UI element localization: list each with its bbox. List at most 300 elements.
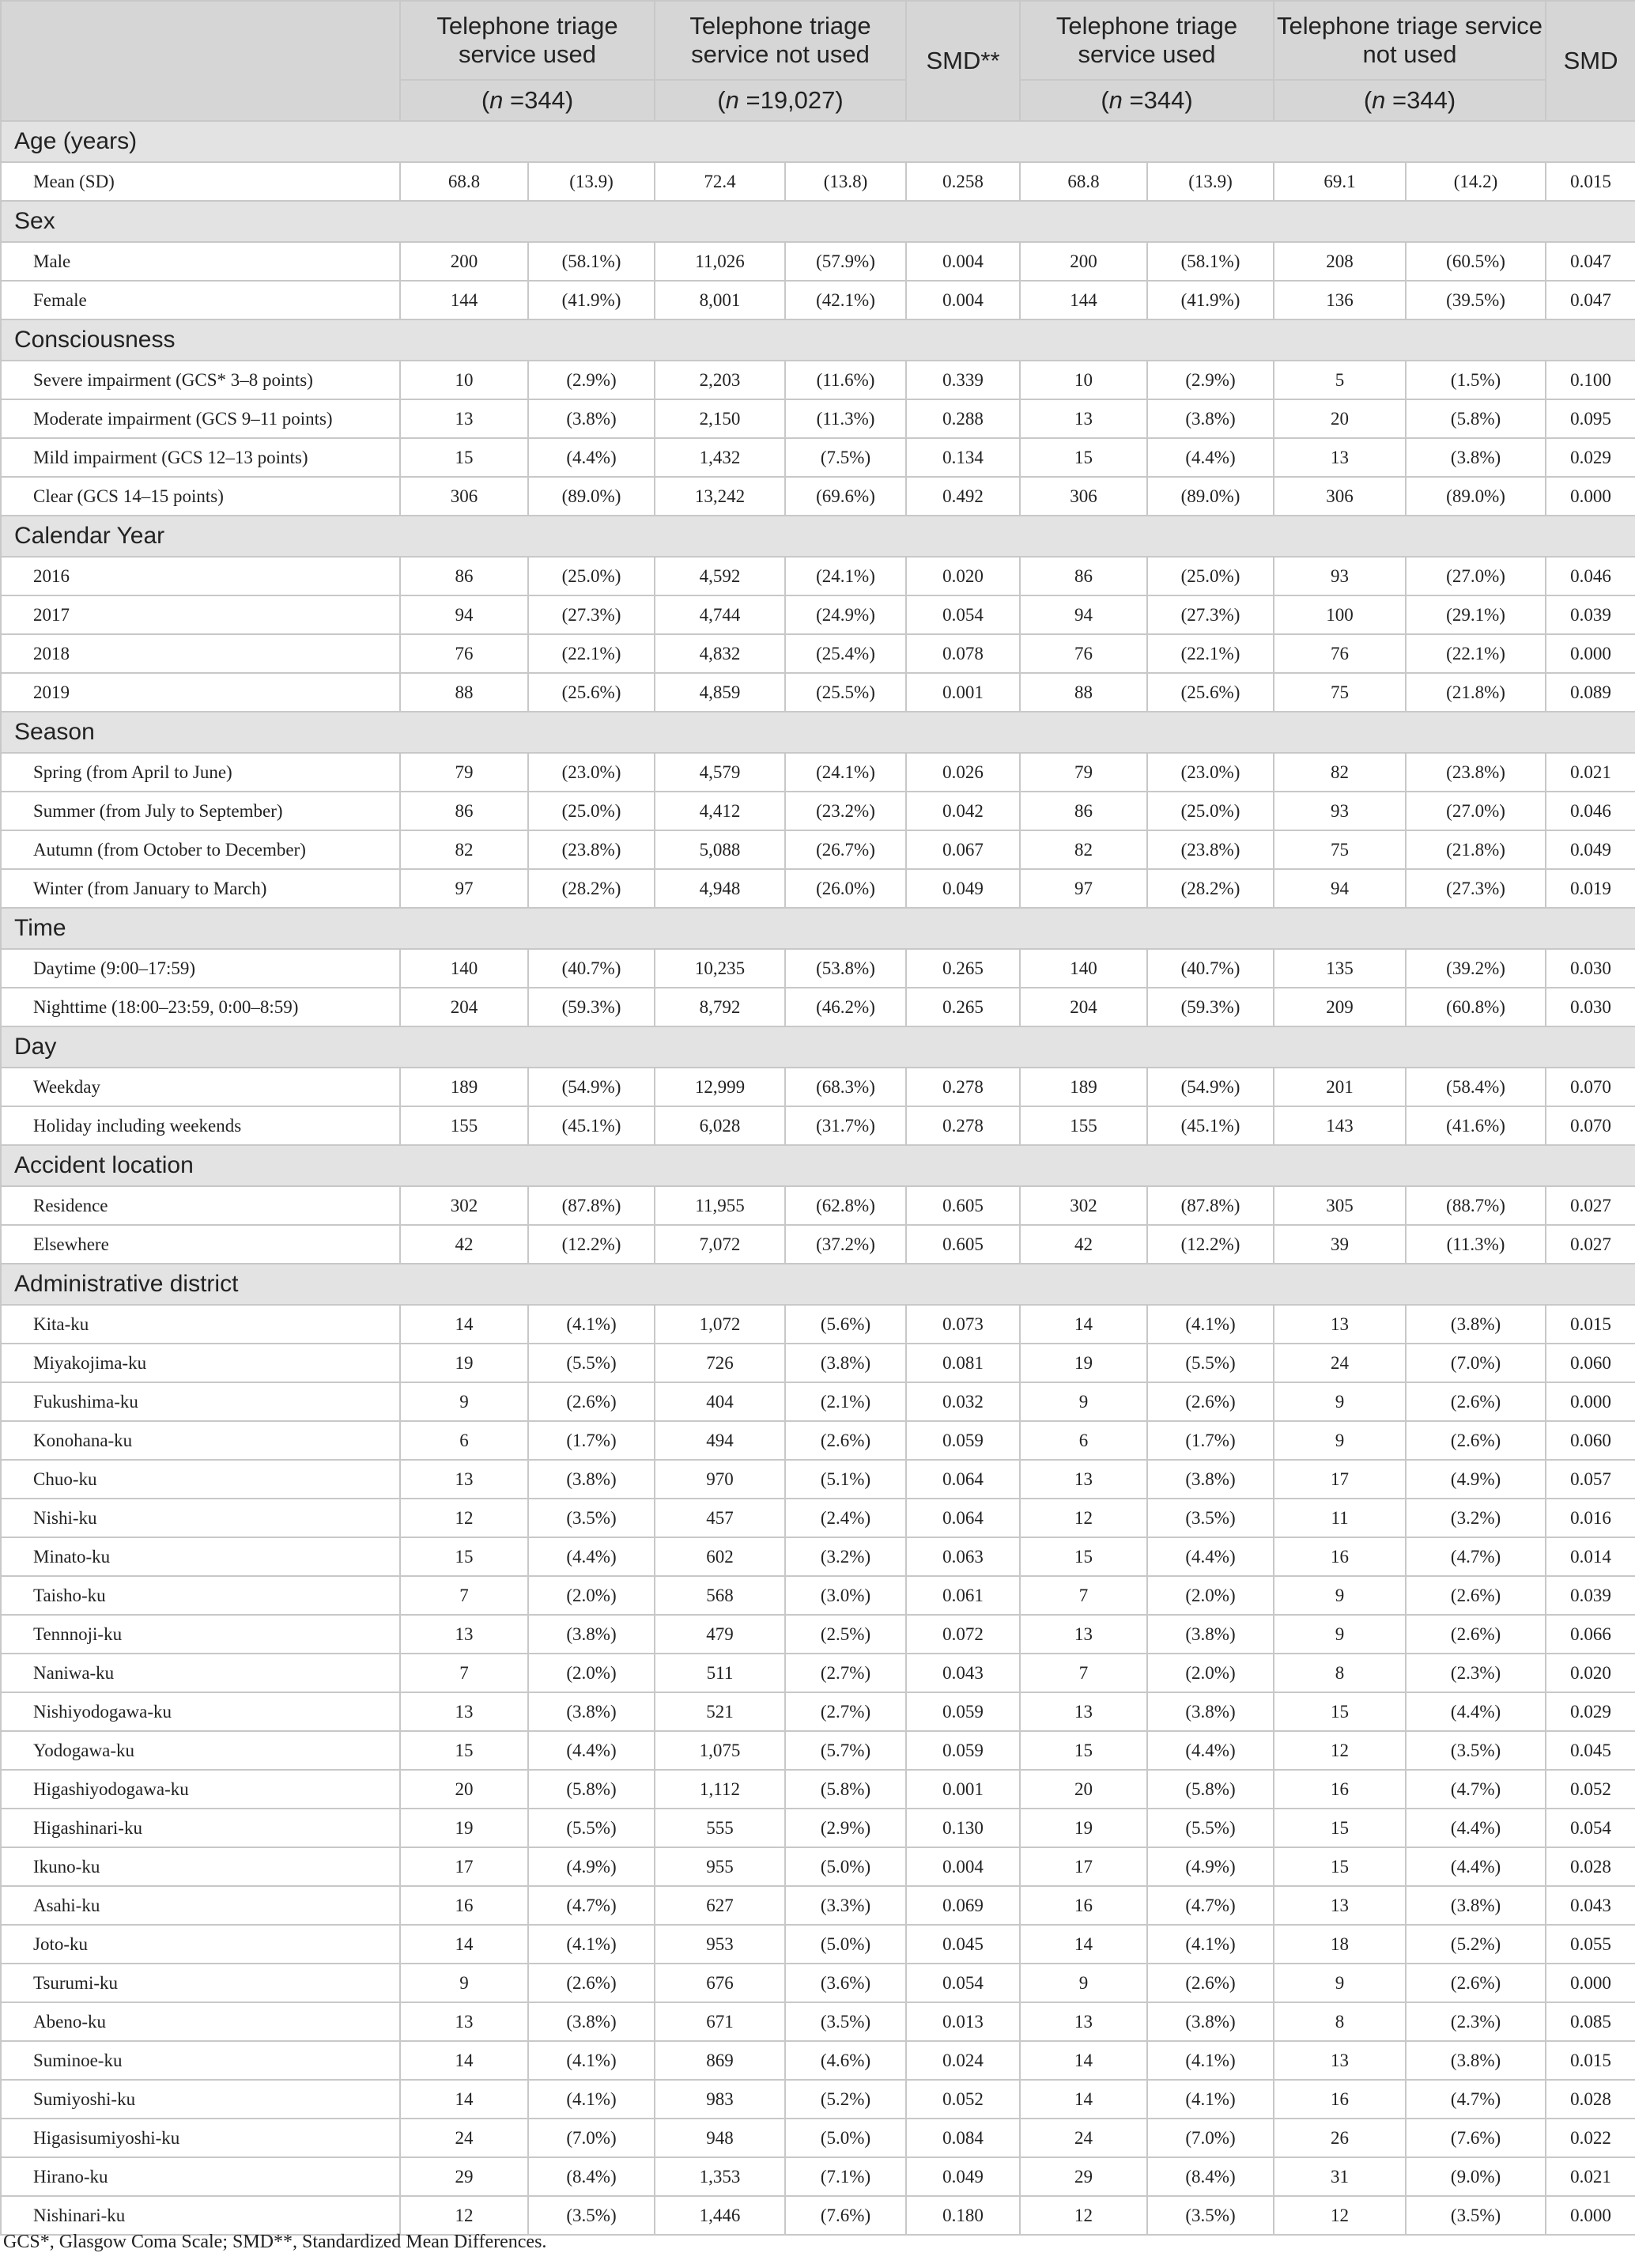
table-cell: (4.1%): [1147, 1305, 1274, 1344]
table-cell: 0.004: [906, 281, 1020, 319]
section-title: Age (years): [1, 121, 1635, 162]
table-cell: 0.019: [1546, 869, 1635, 908]
table-cell: 16: [400, 1886, 528, 1925]
table-cell: 9: [400, 1382, 528, 1421]
table-cell: (11.3%): [785, 399, 906, 438]
table-cell: 13: [1020, 1460, 1147, 1499]
section-title: Sex: [1, 201, 1635, 242]
table-cell: (24.1%): [785, 753, 906, 792]
table-cell: 6: [1020, 1421, 1147, 1460]
table-cell: 0.047: [1546, 281, 1635, 319]
table-cell: 0.100: [1546, 361, 1635, 399]
table-cell: (45.1%): [528, 1106, 655, 1145]
table-cell: (5.7%): [785, 1731, 906, 1770]
table-cell: 5,088: [655, 830, 785, 869]
table-cell: 0.020: [1546, 1654, 1635, 1692]
table-row: [1, 1305, 1635, 1344]
table-cell: 8,792: [655, 988, 785, 1026]
table-cell: 13: [1274, 1305, 1406, 1344]
table-cell: (1.5%): [1406, 361, 1546, 399]
table-cell: (37.2%): [785, 1225, 906, 1264]
table-cell: (42.1%): [785, 281, 906, 319]
table-cell: (4.9%): [1147, 1847, 1274, 1886]
section-title: Calendar Year: [1, 516, 1635, 557]
table-cell: 19: [1020, 1344, 1147, 1382]
table-cell: 1,446: [655, 2196, 785, 2235]
table-cell: 0.070: [1546, 1068, 1635, 1106]
section-title: Accident location: [1, 1145, 1635, 1186]
row-label: Chuo-ku: [1, 1460, 400, 1499]
row-label: Higasisumiyoshi-ku: [1, 2119, 400, 2157]
table-cell: 1,112: [655, 1770, 785, 1809]
table-cell: 6: [400, 1421, 528, 1460]
row-label: Sumiyoshi-ku: [1, 2080, 400, 2119]
table-cell: (4.1%): [528, 1305, 655, 1344]
table-cell: 0.029: [1546, 438, 1635, 477]
table-cell: 568: [655, 1576, 785, 1615]
table-cell: 676: [655, 1964, 785, 2002]
table-body: [1, 121, 1635, 2235]
table-cell: (60.5%): [1406, 242, 1546, 281]
table-cell: (4.7%): [1406, 1537, 1546, 1576]
row-label: 2017: [1, 595, 400, 634]
table-row: [1, 753, 1635, 792]
table-cell: (7.6%): [785, 2196, 906, 2235]
n-symbol: n: [725, 86, 739, 114]
table-cell: (2.0%): [1147, 1654, 1274, 1692]
table-row: [1, 1225, 1635, 1264]
table-cell: 1,072: [655, 1305, 785, 1344]
table-cell: 13: [1274, 438, 1406, 477]
table-cell: 0.052: [1546, 1770, 1635, 1809]
table-cell: 0.029: [1546, 1692, 1635, 1731]
section-header-row: [1, 1145, 1635, 1186]
table-cell: 10,235: [655, 949, 785, 988]
row-label: Higashinari-ku: [1, 1809, 400, 1847]
table-cell: (3.8%): [1406, 2041, 1546, 2080]
row-label: Mean (SD): [1, 162, 400, 201]
table-row: [1, 1421, 1635, 1460]
row-label: Tsurumi-ku: [1, 1964, 400, 2002]
table-cell: (12.2%): [1147, 1225, 1274, 1264]
table-row: [1, 361, 1635, 399]
table-cell: (5.2%): [785, 2080, 906, 2119]
table-cell: 13: [1020, 1692, 1147, 1731]
table-cell: 0.059: [906, 1731, 1020, 1770]
row-label: Konohana-ku: [1, 1421, 400, 1460]
table-cell: 4,859: [655, 673, 785, 712]
row-label: 2018: [1, 634, 400, 673]
table-cell: 305: [1274, 1186, 1406, 1225]
table-cell: (4.1%): [1147, 1925, 1274, 1964]
table-row: [1, 1068, 1635, 1106]
table-cell: 15: [400, 1537, 528, 1576]
table-cell: (89.0%): [1147, 477, 1274, 516]
row-label: Elsewhere: [1, 1225, 400, 1264]
table-cell: (87.8%): [528, 1186, 655, 1225]
table-cell: 13: [400, 1615, 528, 1654]
table-cell: 0.054: [906, 1964, 1020, 2002]
table-cell: 0.049: [1546, 830, 1635, 869]
table-cell: (87.8%): [1147, 1186, 1274, 1225]
table-row: [1, 2119, 1635, 2157]
table-cell: (2.3%): [1406, 1654, 1546, 1692]
table-cell: 0.605: [906, 1186, 1020, 1225]
table-row: [1, 673, 1635, 712]
table-cell: (24.9%): [785, 595, 906, 634]
table-cell: 42: [400, 1225, 528, 1264]
table-cell: 13: [1020, 1615, 1147, 1654]
table-cell: 13: [400, 1460, 528, 1499]
header-group-used-matched: Telephone triage service used: [1020, 1, 1274, 80]
table-cell: (39.2%): [1406, 949, 1546, 988]
table-cell: (4.1%): [528, 2041, 655, 2080]
table-cell: 0.001: [906, 1770, 1020, 1809]
section-title: Consciousness: [1, 319, 1635, 361]
table-cell: 0.004: [906, 1847, 1020, 1886]
table-cell: 602: [655, 1537, 785, 1576]
table-cell: (2.6%): [1147, 1382, 1274, 1421]
table-cell: 0.052: [906, 2080, 1020, 2119]
table-cell: (3.2%): [1406, 1499, 1546, 1537]
table-cell: 144: [400, 281, 528, 319]
table-cell: 0.013: [906, 2002, 1020, 2041]
table-cell: 9: [1020, 1964, 1147, 2002]
table-cell: 9: [1274, 1576, 1406, 1615]
table-cell: (5.8%): [528, 1770, 655, 1809]
table-cell: (3.5%): [1147, 1499, 1274, 1537]
table-cell: 75: [1274, 830, 1406, 869]
table-cell: (2.5%): [785, 1615, 906, 1654]
table-cell: (4.4%): [1406, 1809, 1546, 1847]
table-cell: (11.3%): [1406, 1225, 1546, 1264]
table-cell: 29: [400, 2157, 528, 2196]
table-cell: 306: [1020, 477, 1147, 516]
table-cell: (13.9): [1147, 162, 1274, 201]
table-cell: 0.049: [906, 869, 1020, 908]
table-cell: 0.085: [1546, 2002, 1635, 2041]
table-cell: 0.067: [906, 830, 1020, 869]
table-cell: 0.027: [1546, 1225, 1635, 1264]
table-cell: 7: [400, 1576, 528, 1615]
table-cell: 4,832: [655, 634, 785, 673]
header-smd-before: SMD**: [906, 1, 1020, 121]
table-cell: (1.7%): [528, 1421, 655, 1460]
table-cell: 68.8: [400, 162, 528, 201]
table-cell: (7.6%): [1406, 2119, 1546, 2157]
table-cell: (3.5%): [1406, 2196, 1546, 2235]
table-cell: 0.000: [1546, 2196, 1635, 2235]
row-label: Female: [1, 281, 400, 319]
table-cell: 93: [1274, 792, 1406, 830]
table-header: [1, 1, 1635, 121]
table-cell: 16: [1274, 2080, 1406, 2119]
table-cell: (3.8%): [528, 399, 655, 438]
table-cell: (3.5%): [785, 2002, 906, 2041]
table-cell: 13: [400, 1692, 528, 1731]
table-row: [1, 1847, 1635, 1886]
header-n-not-used: (n =19,027): [655, 80, 906, 121]
table-cell: 404: [655, 1382, 785, 1421]
table-cell: 0.278: [906, 1106, 1020, 1145]
table-cell: (21.8%): [1406, 673, 1546, 712]
table-row: [1, 1537, 1635, 1576]
table-cell: (23.2%): [785, 792, 906, 830]
table-cell: (3.8%): [1406, 1886, 1546, 1925]
table-cell: 189: [1020, 1068, 1147, 1106]
row-label: Male: [1, 242, 400, 281]
table-cell: 0.046: [1546, 557, 1635, 595]
row-label: Minato-ku: [1, 1537, 400, 1576]
table-cell: 14: [1020, 1925, 1147, 1964]
row-label: 2019: [1, 673, 400, 712]
table-cell: 0.015: [1546, 1305, 1635, 1344]
table-cell: (23.8%): [1147, 830, 1274, 869]
table-cell: 94: [1274, 869, 1406, 908]
table-cell: (25.5%): [785, 673, 906, 712]
table-cell: (4.4%): [528, 1731, 655, 1770]
table-cell: (2.7%): [785, 1692, 906, 1731]
table-cell: (4.4%): [1406, 1692, 1546, 1731]
table-cell: 0.066: [1546, 1615, 1635, 1654]
table-cell: (5.0%): [785, 2119, 906, 2157]
table-row: [1, 1460, 1635, 1499]
table-cell: (2.3%): [1406, 2002, 1546, 2041]
row-label: Nishi-ku: [1, 1499, 400, 1537]
table-cell: 72.4: [655, 162, 785, 201]
table-cell: (41.6%): [1406, 1106, 1546, 1145]
section-header-row: [1, 516, 1635, 557]
table-cell: 14: [1020, 2080, 1147, 2119]
table-cell: (2.7%): [785, 1654, 906, 1692]
table-cell: 12: [400, 2196, 528, 2235]
table-cell: (5.0%): [785, 1925, 906, 1964]
table-cell: 0.057: [1546, 1460, 1635, 1499]
table-cell: (58.1%): [528, 242, 655, 281]
table-cell: 0.060: [1546, 1344, 1635, 1382]
table-cell: 19: [400, 1344, 528, 1382]
row-label: Nishiyodogawa-ku: [1, 1692, 400, 1731]
table-cell: 948: [655, 2119, 785, 2157]
table-cell: 0.054: [906, 595, 1020, 634]
table-cell: 306: [400, 477, 528, 516]
table-cell: 0.089: [1546, 673, 1635, 712]
table-cell: 0.030: [1546, 988, 1635, 1026]
table-row: [1, 2157, 1635, 2196]
table-cell: 2,150: [655, 399, 785, 438]
header-n-used-matched: (n =344): [1020, 80, 1274, 121]
table-cell: (23.8%): [1406, 753, 1546, 792]
table-cell: (2.0%): [1147, 1576, 1274, 1615]
table-cell: 15: [400, 1731, 528, 1770]
table-cell: (25.6%): [1147, 673, 1274, 712]
table-cell: 306: [1274, 477, 1406, 516]
table-cell: (3.8%): [528, 1692, 655, 1731]
row-label: Moderate impairment (GCS 9–11 points): [1, 399, 400, 438]
table-cell: 12: [400, 1499, 528, 1537]
table-cell: (5.0%): [785, 1847, 906, 1886]
section-header-row: [1, 121, 1635, 162]
table-cell: 12: [1020, 1499, 1147, 1537]
table-cell: (39.5%): [1406, 281, 1546, 319]
table-cell: 0.063: [906, 1537, 1020, 1576]
table-cell: 0.014: [1546, 1537, 1635, 1576]
table-cell: (8.4%): [528, 2157, 655, 2196]
table-row: [1, 477, 1635, 516]
table-cell: 521: [655, 1692, 785, 1731]
table-cell: (5.8%): [785, 1770, 906, 1809]
row-label: Asahi-ku: [1, 1886, 400, 1925]
table-cell: 20: [400, 1770, 528, 1809]
table-cell: (59.3%): [528, 988, 655, 1026]
table-cell: 0.045: [1546, 1731, 1635, 1770]
table-cell: (4.1%): [528, 2080, 655, 2119]
table-cell: (29.1%): [1406, 595, 1546, 634]
table-cell: 0.043: [1546, 1886, 1635, 1925]
table-cell: (4.1%): [1147, 2080, 1274, 2119]
table-cell: 13: [1274, 2041, 1406, 2080]
table-cell: 9: [1274, 1421, 1406, 1460]
table-cell: 13: [400, 399, 528, 438]
table-cell: 10: [1020, 361, 1147, 399]
table-cell: 19: [400, 1809, 528, 1847]
table-cell: 204: [1020, 988, 1147, 1026]
n-value: =344): [503, 86, 574, 114]
table-cell: (4.9%): [528, 1847, 655, 1886]
table-cell: 0.000: [1546, 477, 1635, 516]
table-cell: 0.028: [1546, 1847, 1635, 1886]
table-cell: 4,948: [655, 869, 785, 908]
table-cell: 76: [1274, 634, 1406, 673]
table-cell: (24.1%): [785, 557, 906, 595]
table-cell: (2.6%): [528, 1964, 655, 2002]
n-symbol: n: [1108, 86, 1123, 114]
table-cell: 24: [400, 2119, 528, 2157]
table-cell: (22.1%): [1406, 634, 1546, 673]
header-n-used: (n =344): [400, 80, 655, 121]
row-label: Nighttime (18:00–23:59, 0:00–8:59): [1, 988, 400, 1026]
table-cell: 457: [655, 1499, 785, 1537]
table-cell: 9: [1274, 1615, 1406, 1654]
table-row: [1, 2080, 1635, 2119]
table-row: [1, 242, 1635, 281]
table-cell: 11,955: [655, 1186, 785, 1225]
table-cell: 13,242: [655, 477, 785, 516]
table-cell: 0.059: [906, 1692, 1020, 1731]
table-cell: 69.1: [1274, 162, 1406, 201]
table-cell: (3.3%): [785, 1886, 906, 1925]
table-cell: 0.064: [906, 1460, 1020, 1499]
section-title: Day: [1, 1026, 1635, 1068]
table-cell: 189: [400, 1068, 528, 1106]
row-label: Abeno-ku: [1, 2002, 400, 2041]
table-cell: (7.0%): [528, 2119, 655, 2157]
table-cell: 12: [1274, 1731, 1406, 1770]
section-title: Time: [1, 908, 1635, 949]
table-row: [1, 1382, 1635, 1421]
table-cell: (22.1%): [528, 634, 655, 673]
table-row: [1, 1964, 1635, 2002]
table-cell: (3.5%): [1147, 2196, 1274, 2235]
table-cell: 479: [655, 1615, 785, 1654]
header-group-not-used-matched: Telephone triage service not used: [1274, 1, 1546, 80]
table-cell: (27.3%): [528, 595, 655, 634]
table-cell: (2.6%): [785, 1421, 906, 1460]
table-cell: (26.0%): [785, 869, 906, 908]
table-cell: (46.2%): [785, 988, 906, 1026]
table-cell: 869: [655, 2041, 785, 2080]
table-cell: 97: [1020, 869, 1147, 908]
table-cell: (5.5%): [1147, 1809, 1274, 1847]
table-cell: 9: [400, 1964, 528, 2002]
row-label: Joto-ku: [1, 1925, 400, 1964]
footnote: GCS*, Glasgow Coma Scale; SMD**, Standardized Mean Differences.: [3, 2232, 547, 2252]
table-cell: (5.8%): [1406, 399, 1546, 438]
table-cell: (4.6%): [785, 2041, 906, 2080]
table-cell: 155: [400, 1106, 528, 1145]
table-cell: 88: [1020, 673, 1147, 712]
table-cell: 79: [400, 753, 528, 792]
header-blank-cell: [1, 1, 400, 121]
table-cell: 8: [1274, 1654, 1406, 1692]
table-cell: (4.4%): [1147, 438, 1274, 477]
table-cell: (54.9%): [1147, 1068, 1274, 1106]
table-cell: (7.1%): [785, 2157, 906, 2196]
row-label: Holiday including weekends: [1, 1106, 400, 1145]
table-row: [1, 1576, 1635, 1615]
table-row: [1, 2196, 1635, 2235]
table-cell: (4.9%): [1406, 1460, 1546, 1499]
table-cell: (2.0%): [528, 1654, 655, 1692]
table-cell: 0.054: [1546, 1809, 1635, 1847]
table-cell: (22.1%): [1147, 634, 1274, 673]
table-cell: 0.027: [1546, 1186, 1635, 1225]
table-cell: (7.5%): [785, 438, 906, 477]
table-cell: 0.073: [906, 1305, 1020, 1344]
table-cell: 14: [400, 2041, 528, 2080]
table-cell: (4.4%): [528, 438, 655, 477]
table-cell: (28.2%): [528, 869, 655, 908]
table-cell: (11.6%): [785, 361, 906, 399]
row-label: Nishinari-ku: [1, 2196, 400, 2235]
table-row: [1, 634, 1635, 673]
table-cell: 42: [1020, 1225, 1147, 1264]
table-cell: 0.015: [1546, 2041, 1635, 2080]
table-cell: 201: [1274, 1068, 1406, 1106]
n-value: =344): [1122, 86, 1193, 114]
table-cell: (23.0%): [528, 753, 655, 792]
table-row: [1, 988, 1635, 1026]
table-cell: (8.4%): [1147, 2157, 1274, 2196]
table-cell: (4.7%): [528, 1886, 655, 1925]
table-cell: 0.265: [906, 988, 1020, 1026]
table-cell: 15: [1274, 1847, 1406, 1886]
table-cell: (88.7%): [1406, 1186, 1546, 1225]
table-row: [1, 869, 1635, 908]
table-cell: (5.1%): [785, 1460, 906, 1499]
table-cell: 4,744: [655, 595, 785, 634]
table-cell: 76: [1020, 634, 1147, 673]
table-row: [1, 162, 1635, 201]
table-cell: (3.8%): [1147, 1615, 1274, 1654]
table-cell: 68.8: [1020, 162, 1147, 201]
table-cell: (3.6%): [785, 1964, 906, 2002]
table-cell: (12.2%): [528, 1225, 655, 1264]
table-cell: 2,203: [655, 361, 785, 399]
n-value: =19,027): [738, 86, 844, 114]
table-cell: 0.022: [1546, 2119, 1635, 2157]
table-cell: 12: [1020, 2196, 1147, 2235]
